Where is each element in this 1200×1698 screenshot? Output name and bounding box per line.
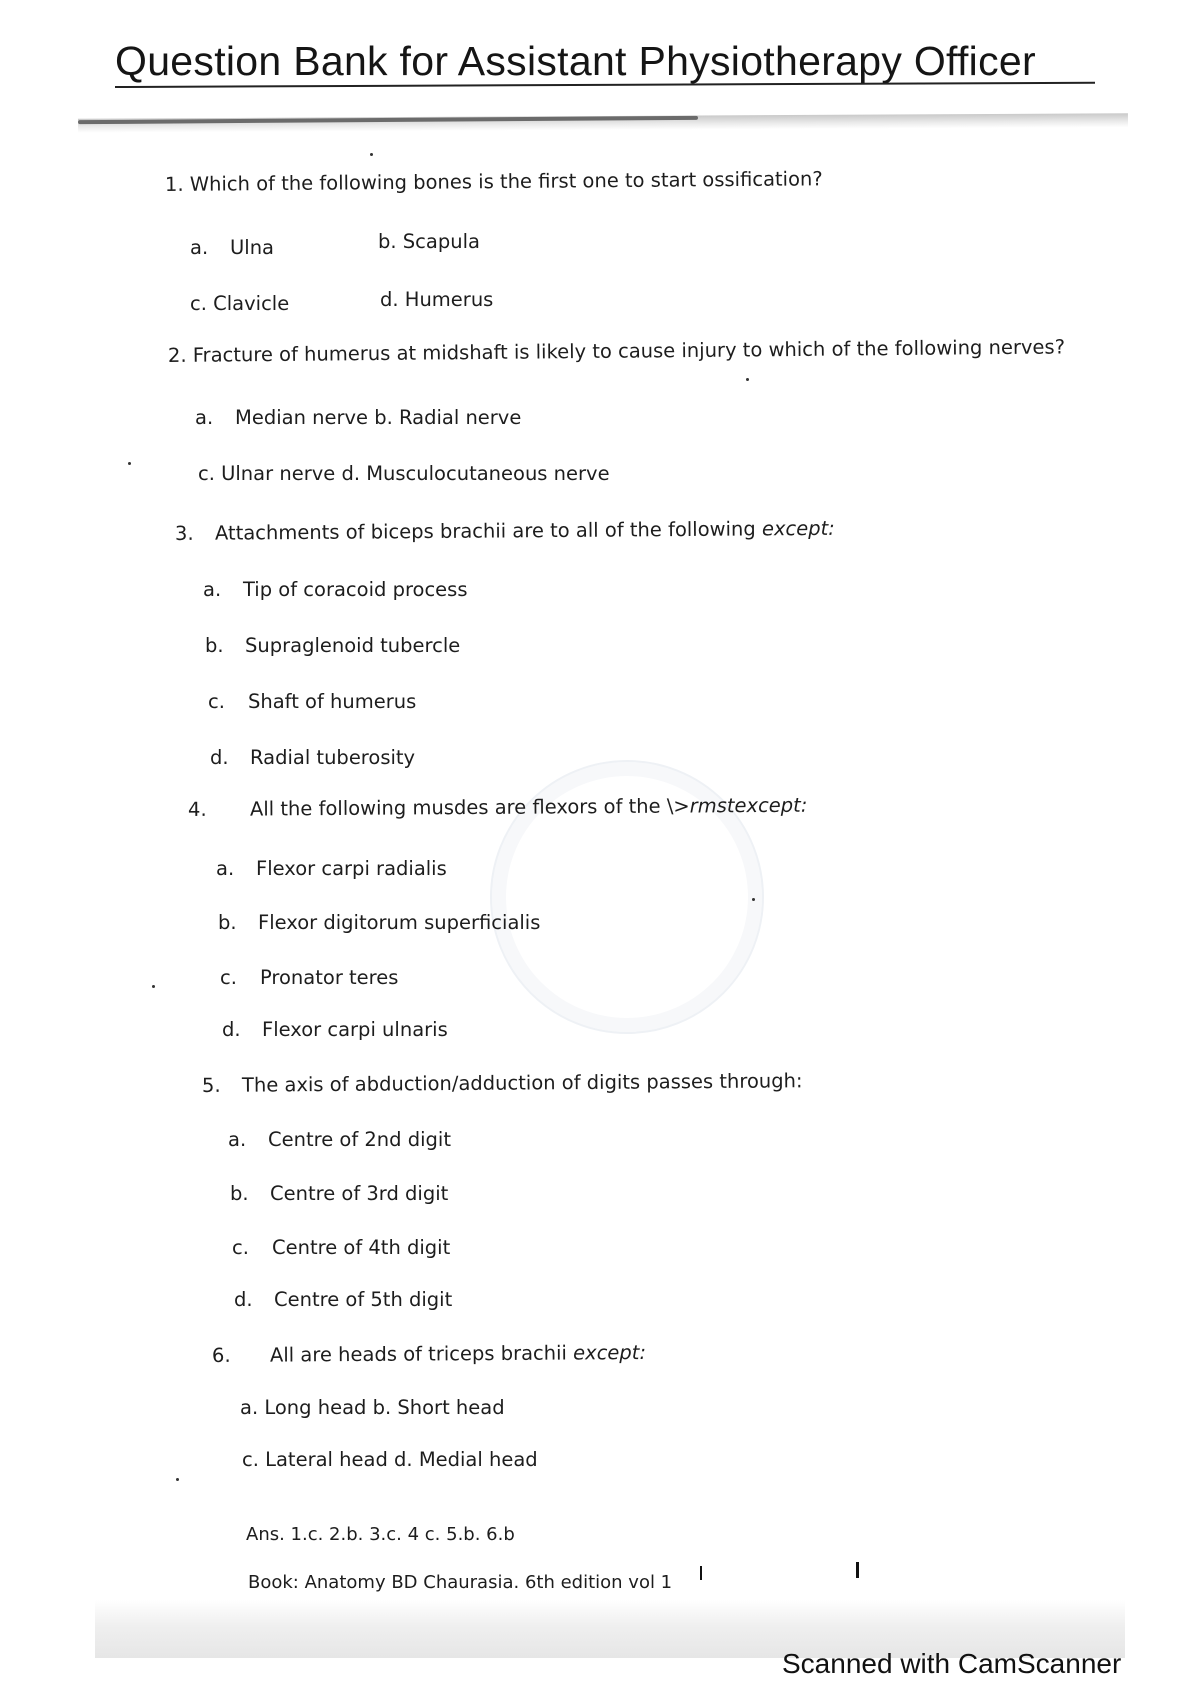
option-letter: d. bbox=[222, 1018, 241, 1041]
question-5 bbox=[202, 1069, 803, 1097]
q4-option-b bbox=[218, 911, 540, 934]
option-letter: b. bbox=[230, 1182, 249, 1205]
scan-mark bbox=[856, 1562, 859, 1578]
option-letter: d. bbox=[210, 746, 229, 769]
scan-speck bbox=[152, 985, 155, 988]
q5-option-c bbox=[232, 1236, 450, 1259]
question-text: Attachments of biceps brachii are to all of the following bbox=[214, 517, 756, 545]
question-4 bbox=[188, 794, 808, 821]
option-text: Median nerve b. Radial nerve bbox=[235, 406, 522, 429]
option-letter: c. bbox=[220, 966, 237, 989]
q1-option-d bbox=[380, 288, 493, 311]
option-text: Centre of 2nd digit bbox=[268, 1128, 451, 1151]
camscanner-watermark: Scanned with CamScanner bbox=[782, 1648, 1122, 1679]
scan-mark bbox=[700, 1566, 702, 1580]
option-letter: b. bbox=[205, 634, 224, 657]
q1-option-a bbox=[190, 236, 274, 259]
option-letter: d. bbox=[234, 1288, 253, 1311]
option-text: Scapula bbox=[402, 230, 480, 253]
question-text: All are heads of triceps brachii bbox=[269, 1341, 568, 1367]
question-emphasis: except: bbox=[761, 516, 835, 541]
q3-option-a bbox=[203, 578, 468, 601]
question-emphasis: rmstexcept: bbox=[689, 793, 808, 818]
option-letter: b. bbox=[218, 911, 237, 934]
q4-option-c bbox=[220, 966, 398, 989]
q4-option-d bbox=[222, 1018, 448, 1041]
q2-option-line-1 bbox=[195, 406, 521, 429]
option-letter: c. bbox=[232, 1236, 249, 1259]
scan-speck bbox=[128, 462, 131, 465]
q3-option-c bbox=[208, 690, 416, 713]
q2-option-line-2 bbox=[198, 462, 610, 485]
option-letter: a. bbox=[228, 1128, 247, 1151]
q5-option-b bbox=[230, 1182, 448, 1205]
option-letter: a. bbox=[216, 857, 235, 880]
option-text: Supraglenoid tubercle bbox=[245, 634, 461, 657]
question-number: 6. bbox=[211, 1343, 231, 1367]
option-text: a. Long head b. Short head bbox=[240, 1396, 505, 1419]
option-text: c. Ulnar nerve d. Musculocutaneous nerve bbox=[198, 462, 610, 485]
option-text: Tip of coracoid process bbox=[243, 578, 468, 601]
option-text: Radial tuberosity bbox=[250, 746, 416, 769]
question-text: The axis of abduction/adduction of digits passes through: bbox=[241, 1069, 803, 1097]
scan-speck bbox=[176, 1478, 179, 1481]
option-text: Pronator teres bbox=[260, 966, 399, 989]
question-3 bbox=[175, 517, 835, 545]
option-text: Ulna bbox=[230, 236, 274, 259]
option-text: Centre of 3rd digit bbox=[270, 1182, 449, 1205]
q5-option-d bbox=[234, 1288, 452, 1311]
option-text: Centre of 4th digit bbox=[272, 1236, 451, 1259]
option-letter: c. bbox=[190, 292, 207, 315]
option-text: c. Lateral head d. Medial head bbox=[242, 1448, 538, 1471]
q6-option-line-2 bbox=[242, 1448, 538, 1471]
question-text: All the following musdes are flexors of the \> bbox=[249, 794, 690, 821]
answer-key: Ans. 1.c. 2.b. 3.c. 4 c. 5.b. 6.b bbox=[246, 1524, 515, 1545]
option-text: Clavicle bbox=[213, 292, 290, 315]
q1-option-c bbox=[190, 292, 289, 315]
q6-option-line-1 bbox=[240, 1396, 505, 1419]
book-reference: Book: Anatomy BD Chaurasia. 6th edition vol 1 bbox=[248, 1572, 673, 1593]
question-text: Which of the following bones is the first one to start ossification? bbox=[189, 167, 823, 196]
option-text: Shaft of humerus bbox=[248, 690, 417, 713]
scan-speck bbox=[370, 153, 373, 156]
question-number: 4. bbox=[187, 797, 207, 821]
option-letter: d. bbox=[380, 288, 399, 311]
question-text: Fracture of humerus at midshaft is likely to cause injury to which of the following nerves? bbox=[192, 335, 1066, 367]
option-letter: a. bbox=[190, 236, 209, 259]
page-title: Question Bank for Assistant Physiotherapy Officer bbox=[115, 38, 1036, 84]
option-letter: a. bbox=[203, 578, 222, 601]
question-number: 5. bbox=[201, 1073, 221, 1097]
q1-option-b bbox=[378, 230, 480, 253]
option-text: Flexor carpi radialis bbox=[256, 857, 447, 880]
option-letter: b. bbox=[378, 230, 397, 253]
option-text: Flexor carpi ulnaris bbox=[262, 1018, 448, 1041]
option-text: Centre of 5th digit bbox=[274, 1288, 453, 1311]
q4-option-a bbox=[216, 857, 447, 880]
q3-option-b bbox=[205, 634, 460, 657]
question-2 bbox=[168, 335, 1065, 367]
question-6 bbox=[212, 1341, 646, 1367]
scan-speck bbox=[746, 378, 749, 381]
option-letter: a. bbox=[195, 406, 214, 429]
question-number: 2. bbox=[167, 343, 187, 367]
question-emphasis: except: bbox=[573, 1340, 647, 1365]
question-number: 3. bbox=[174, 521, 194, 545]
option-text: Humerus bbox=[404, 288, 494, 311]
q5-option-a bbox=[228, 1128, 451, 1151]
scan-speck bbox=[752, 898, 755, 901]
option-letter: c. bbox=[208, 690, 225, 713]
question-1 bbox=[165, 167, 823, 196]
question-number: 1. bbox=[164, 172, 184, 196]
option-text: Flexor digitorum superficialis bbox=[258, 911, 541, 934]
q3-option-d bbox=[210, 746, 415, 769]
